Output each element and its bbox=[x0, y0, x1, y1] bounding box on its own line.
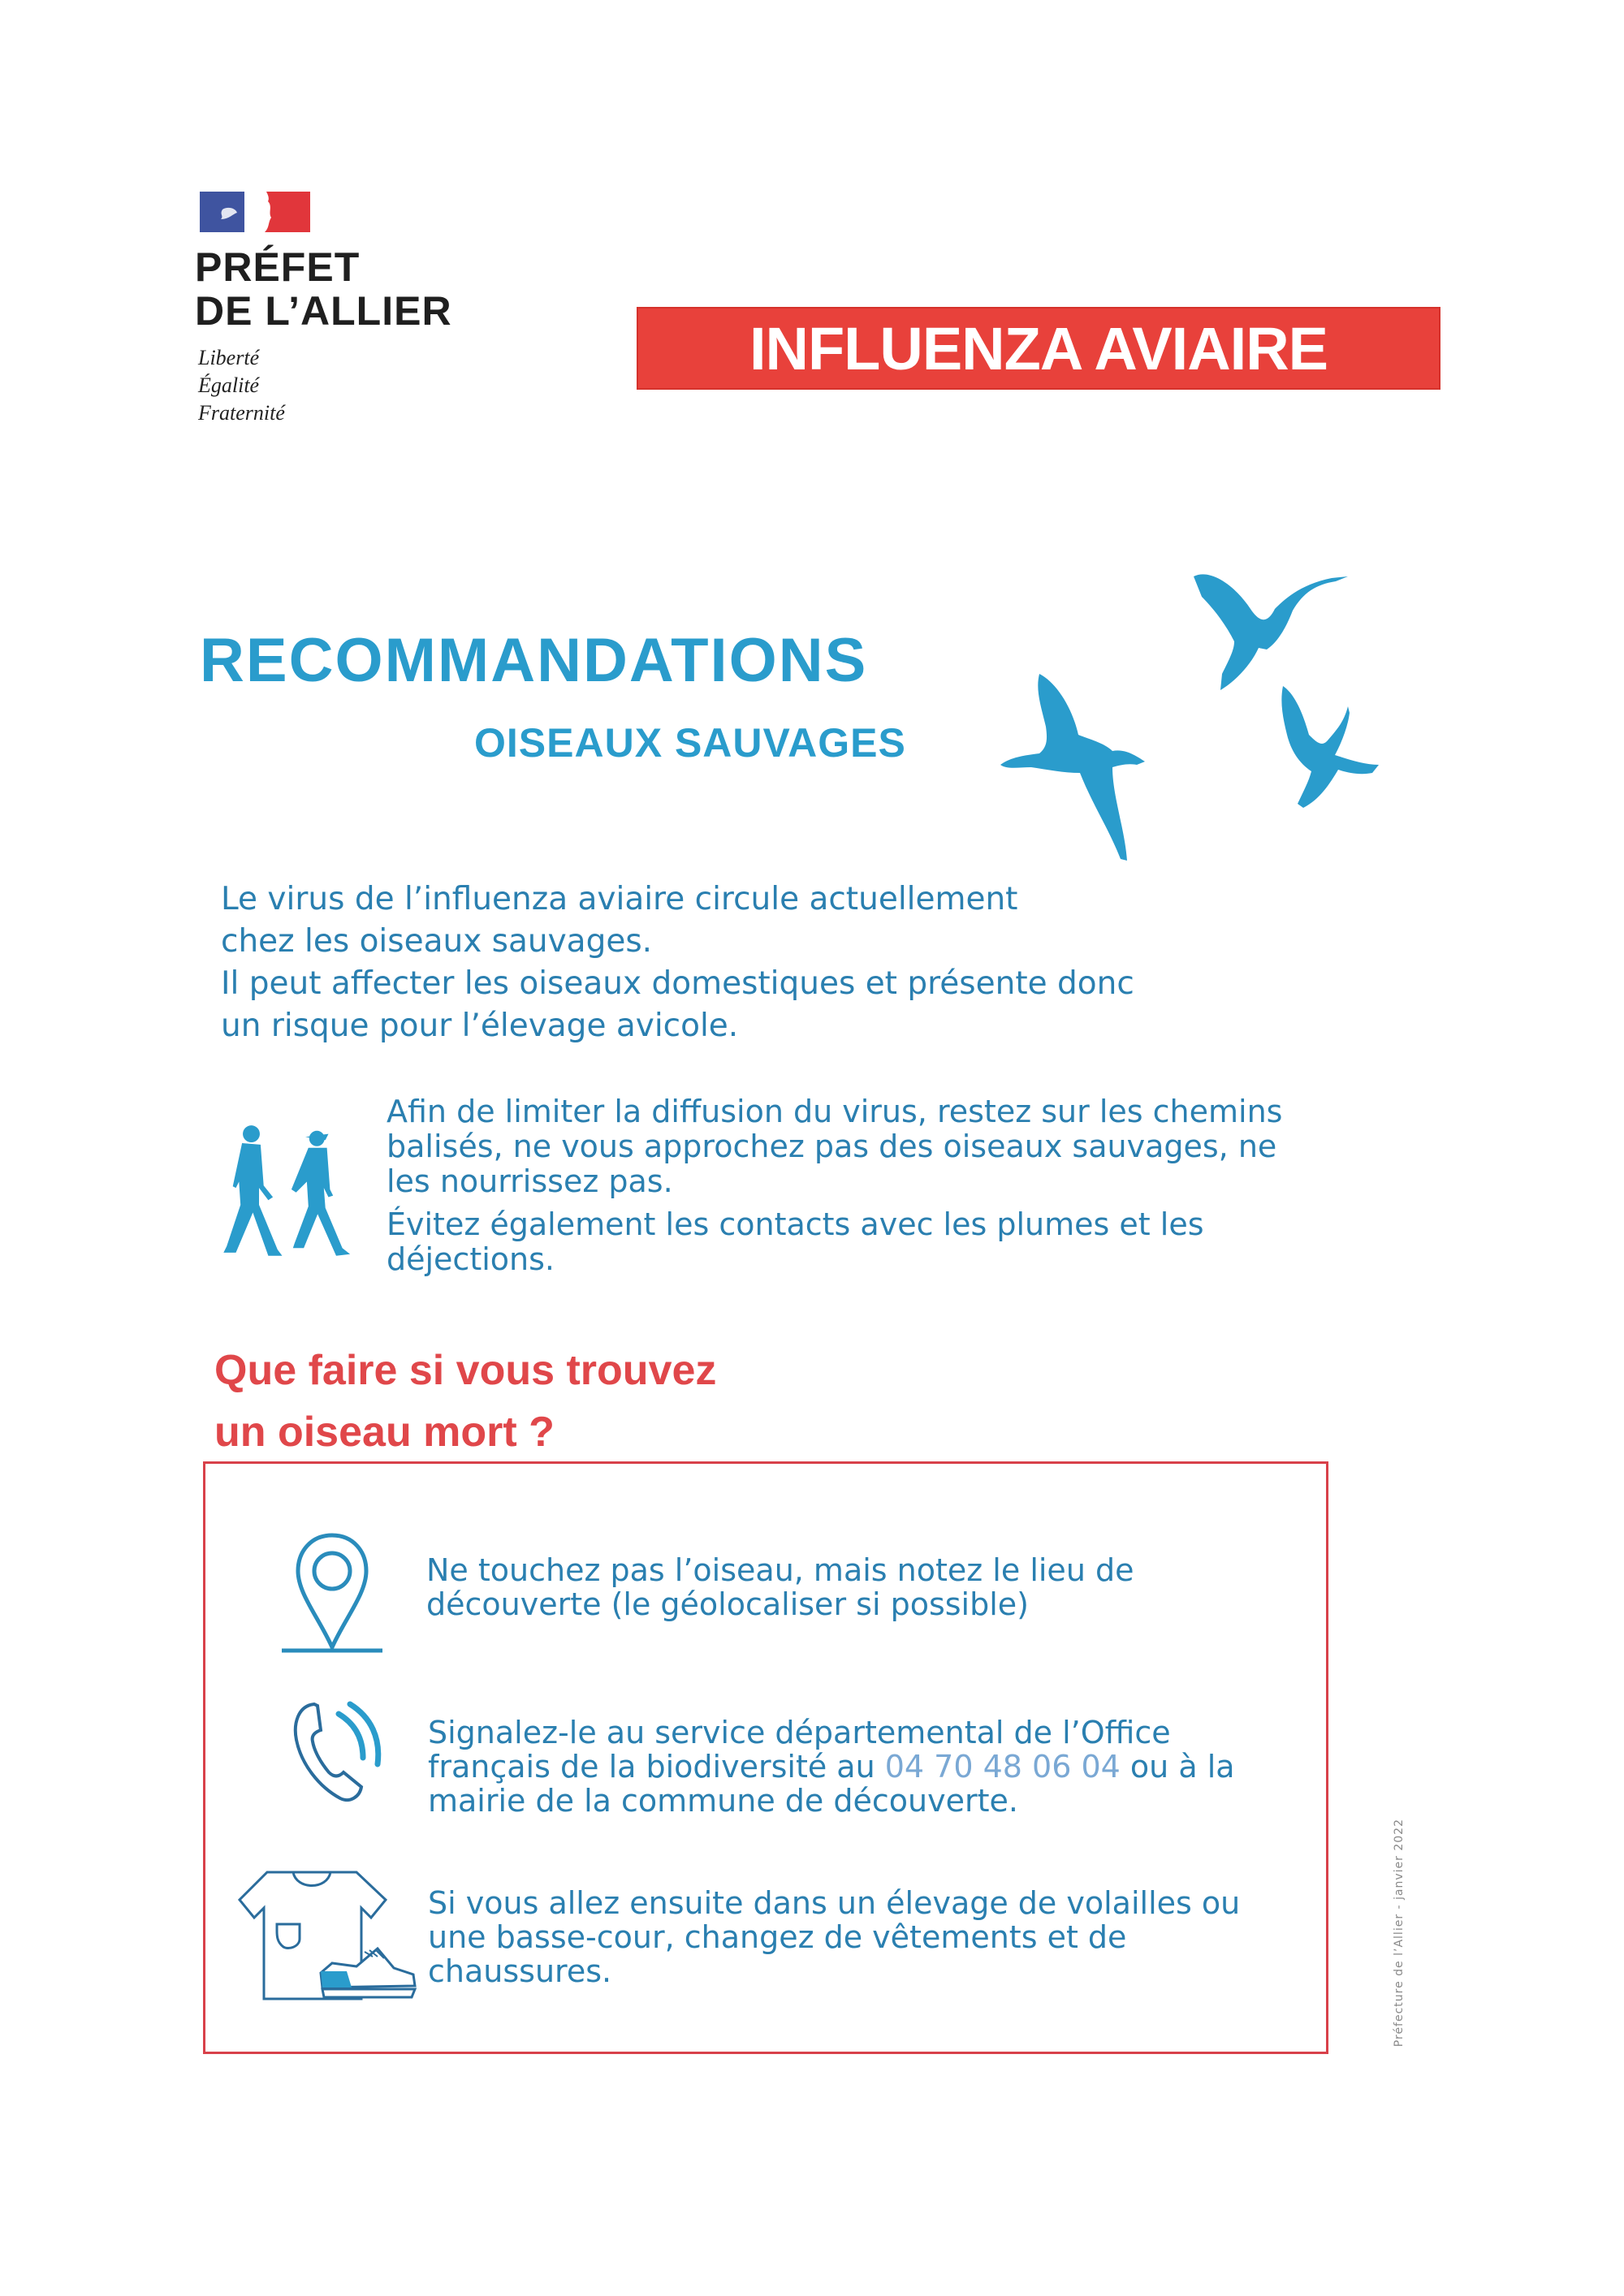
intro-paragraph bbox=[221, 878, 1276, 1047]
intro-line: Il peut affecter les oiseaux domestiques et présente donc bbox=[221, 965, 1134, 1002]
bird-icon bbox=[1194, 574, 1348, 690]
step-2-text-before: Signalez-le au service départemental de l’Office français de la biodiversité au bbox=[428, 1715, 1171, 1785]
banner-text: INFLUENZA AVIAIRE bbox=[749, 314, 1328, 382]
page-subtitle: OISEAUX SAUVAGES bbox=[474, 720, 906, 766]
step-3-text: Si vous allez ensuite dans un élevage de volailles ou une basse-cour, changez de vêtements et de chaussures. bbox=[428, 1885, 1241, 1989]
step-2-text-after: ou à la mairie de la commune de découverte. bbox=[428, 1749, 1235, 1819]
authority-name bbox=[195, 245, 452, 333]
advice-paragraph-1: Afin de limiter la diffusion du virus, restez sur les chemins balisés, ne vous approchez pas des oiseaux sauvages, ne les nourrissez pas. bbox=[387, 1094, 1283, 1199]
french-flag-icon bbox=[200, 192, 310, 232]
advice-paragraph-2: Évitez également les contacts avec les plumes et les déjections. bbox=[387, 1206, 1204, 1277]
intro-line: chez les oiseaux sauvages. bbox=[221, 923, 653, 960]
authority-line-1: PRÉFET bbox=[195, 244, 361, 290]
authority-line-2: DE L’ALLIER bbox=[195, 288, 452, 334]
side-footnote: Préfecture de l’Allier - janvier 2022 bbox=[1393, 1819, 1406, 2048]
clothes-shoe-icon bbox=[235, 1867, 421, 2009]
question-line-2: un oiseau mort ? bbox=[214, 1409, 555, 1456]
phone-number-link[interactable]: 04 70 48 06 04 bbox=[884, 1749, 1121, 1785]
motto-fraternite: Fraternité bbox=[198, 401, 285, 425]
location-pin-icon bbox=[280, 1529, 386, 1662]
phone-icon bbox=[290, 1699, 387, 1808]
title-banner bbox=[637, 307, 1440, 390]
question-line-1: Que faire si vous trouvez bbox=[214, 1347, 717, 1394]
step-1-text: Ne touchez pas l’oiseau, mais notez le lieu de découverte (le géolocaliser si possible) bbox=[426, 1552, 1134, 1622]
intro-line: Le virus de l’influenza aviaire circule actuellement bbox=[221, 881, 1018, 917]
bird-icon bbox=[1281, 686, 1379, 808]
page-title: RECOMMANDATIONS bbox=[200, 626, 868, 695]
republic-motto bbox=[198, 344, 285, 427]
dead-bird-steps-box bbox=[203, 1461, 1328, 2054]
motto-egalite: Égalité bbox=[198, 373, 260, 397]
step-2-text bbox=[428, 1716, 1289, 1818]
birds-illustration bbox=[991, 560, 1429, 861]
bird-icon bbox=[1000, 674, 1145, 861]
intro-line: un risque pour l’élevage avicole. bbox=[221, 1008, 739, 1044]
walking-people-icon bbox=[213, 1112, 367, 1267]
motto-liberte: Liberté bbox=[198, 346, 260, 369]
question-heading bbox=[214, 1340, 716, 1463]
marianne-logo bbox=[200, 192, 310, 232]
advice-text bbox=[387, 1094, 1304, 1277]
